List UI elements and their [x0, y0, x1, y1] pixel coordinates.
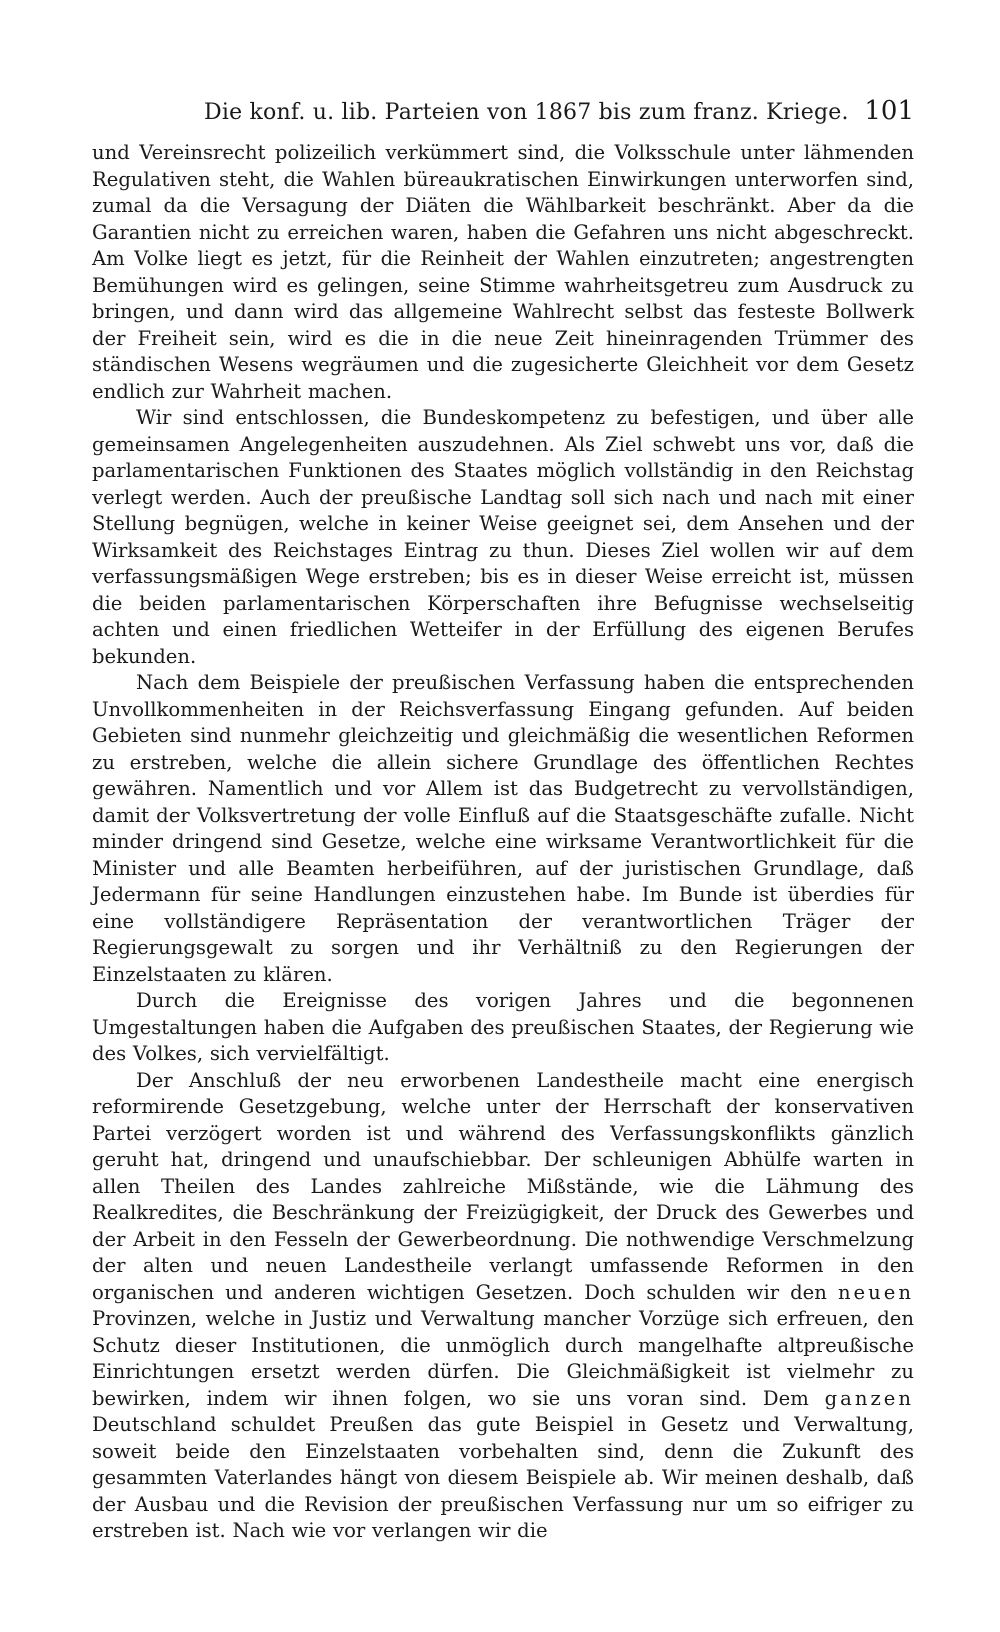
text-run: Der Anschluß der neu erworbenen Landestheile macht eine energisch reformirende Gesetzgebung, welche unter der Herrschaft der konservativen Partei verzögert worden ist und während des Verfassungskonflikts gänzlich geruht hat, dringend und unaufschiebbar. Der schleunigen Abhülfe warten in allen Theilen des Landes zahlreiche Mißstände, wie die Lähmung des Realkredites, die Beschränkung der Freizügigkeit, der Druck des Gewerbes und der Arbeit in den Fesseln der Gewerbeordnung. Die nothwendige Verschmelzung der alten und neuen Landestheile verlangt umfassende Reformen in den organischen und anderen wichtigen Gesetzen. Doch schulden wir den	[92, 1068, 914, 1304]
paragraph: Nach dem Beispiele der preußischen Verfassung haben die entsprechenden Unvollkommenheiten in der Reichsverfassung Eingang gefunden. Auf beiden Gebieten sind nunmehr gleichzeitig und gleichmäßig die wesentlichen Reformen zu erstreben, welche die allein sichere Grundlage des öffentlichen Rechtes gewähren. Namentlich und vor Allem ist das Budgetrecht zu vervollständigen, damit der Volksvertretung der volle Einfluß auf die Staatsgeschäfte zufalle. Nicht minder dringend sind Gesetze, welche eine wirksame Verantwortlichkeit für die Minister und alle Beamten herbeiführen, auf der juristischen Grundlage, daß Jedermann für seine Handlungen einzustehen habe. Im Bunde ist überdies für eine vollständigere Repräsentation der verantwortlichen Träger der Regierungsgewalt zu sorgen und ihr Verhältniß zu den Regierungen der Einzelstaaten zu klären.	[92, 671, 914, 986]
paragraph: Durch die Ereignisse des vorigen Jahres und die begonnenen Umgestaltungen haben die Aufgaben des preußischen Staates, der Regierung wie des Volkes, sich vervielfältigt.	[92, 989, 914, 1065]
page-header	[92, 96, 914, 136]
page-number: 101	[864, 96, 914, 126]
text-run: Deutschland schuldet Preußen das gute Beispiel in Gesetz und Verwaltung, soweit beide den Einzelstaaten vorbehalten sind, denn die Zukunft des gesammten Vaterlandes hängt von diesem Beispiele ab. Wir meinen deshalb, daß der Ausbau und die Revision der preußischen Verfassung nur um so eifriger zu erstreben ist. Nach wie vor verlangen wir die	[92, 1413, 914, 1542]
emphasized-word: ganzen	[824, 1386, 914, 1410]
running-title: Die konf. u. lib. Parteien von 1867 bis zum franz. Kriege.	[204, 100, 849, 125]
emphasized-word: neuen	[837, 1280, 914, 1304]
text-run: Provinzen, welche in Justiz und Verwaltung mancher Vorzüge sich erfreuen, den Schutz dieser Institutionen, die unmöglich durch mangelhafte altpreußische Einrichtungen ersetzt werden dürfen. Die Gleichmäßigkeit ist vielmehr zu bewirken, indem wir ihnen folgen, wo sie uns voran sind. Dem	[92, 1307, 914, 1410]
paragraph: Wir sind entschlossen, die Bundeskompetenz zu befestigen, und über alle gemeinsamen Angelegenheiten auszudehnen. Als Ziel schwebt uns vor, daß die parlamentarischen Funktionen des Staates möglich vollständig in den Reichstag verlegt werden. Auch der preußische Landtag soll sich nach und nach mit einer Stellung begnügen, welche in keiner Weise geeignet sei, dem Ansehen und der Wirksamkeit des Reichstages Eintrag zu thun. Dieses Ziel wollen wir auf dem verfassungsmäßigen Wege erstreben; bis es in dieser Weise erreicht ist, müssen die beiden parlamentarischen Körperschaften ihre Befugnisse wechselseitig achten und einen friedlichen Wetteifer in der Erfüllung des eigenen Berufes bekunden.	[92, 406, 914, 668]
body-text	[92, 140, 914, 1545]
paragraph	[92, 1068, 914, 1545]
paragraph-continued: und Vereinsrecht polizeilich verkümmert sind, die Volksschule unter lähmenden Regulativen steht, die Wahlen büreaukratischen Einwirkungen unterworfen sind, zumal da die Versagung der Diäten die Wählbarkeit beschränkt. Aber da die Garantien nicht zu erreichen waren, haben die Gefahren uns nicht abgeschreckt. Am Volke liegt es jetzt, für die Reinheit der Wahlen einzutreten; angestrengten Bemühungen wird es gelingen, seine Stimme wahrheitsgetreu zum Ausdruck zu bringen, und dann wird das allgemeine Wahlrecht selbst das festeste Bollwerk der Freiheit sein, wird es die in die neue Zeit hineinragenden Trümmer des ständischen Wesens wegräumen und die zugesicherte Gleichheit vor dem Gesetz endlich zur Wahrheit machen.	[92, 141, 914, 403]
